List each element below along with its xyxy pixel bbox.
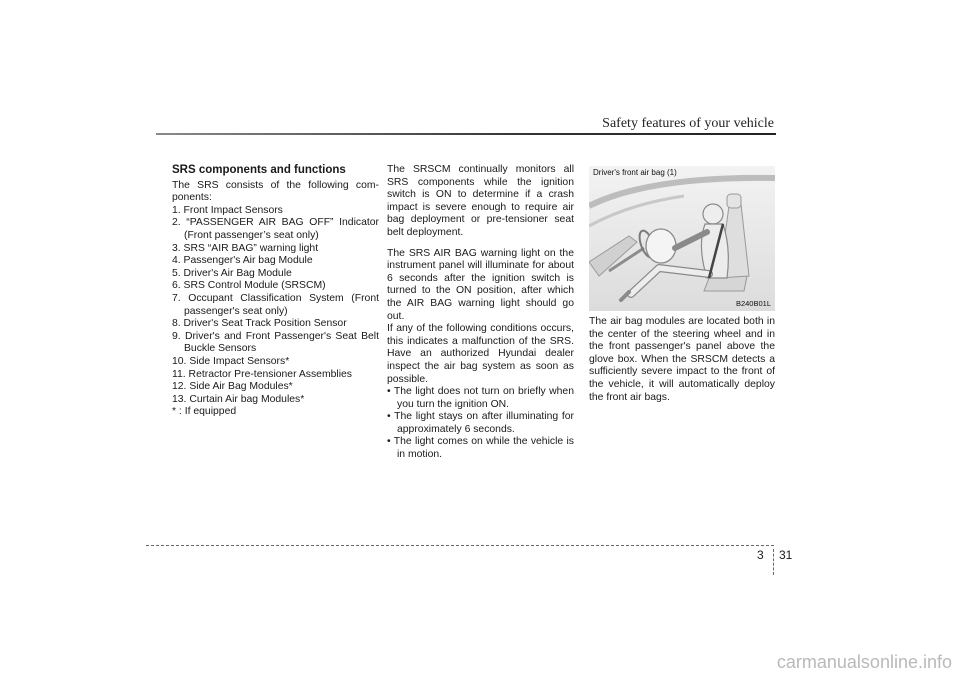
page-header-title: Safety features of your vehicle bbox=[602, 116, 774, 131]
list-item: 13. Curtain Air bag Modules* bbox=[172, 393, 305, 405]
chapter-number: 3 bbox=[757, 548, 764, 562]
footer-separator bbox=[773, 549, 774, 575]
intro-text: The SRS consists of the following com-ponents: bbox=[172, 179, 379, 204]
list-item: 1. Front Impact Sensors bbox=[172, 204, 283, 216]
list-item: 9. Driver's and Front Passenger's Seat Belt Buckle Sensors bbox=[172, 330, 379, 355]
column-monitoring bbox=[387, 164, 574, 462]
condition-list bbox=[387, 386, 574, 462]
paragraph: The SRS AIR BAG warning light on the instrument panel will illuminate for about 6 seconds after the ignition switch is turned to the ON position, after which the AIR BAG warning light should go out. bbox=[387, 247, 574, 322]
airbag-figure-svg bbox=[589, 166, 775, 311]
bullet-item: • The light comes on while the vehicle is in motion. bbox=[387, 436, 574, 461]
figure-code: B240B01L bbox=[735, 299, 771, 308]
header-rule bbox=[156, 133, 776, 135]
page-number: 31 bbox=[779, 548, 793, 562]
list-item: 2. “PASSENGER AIR BAG OFF” Indicator (Front passenger’s seat only) bbox=[172, 217, 379, 241]
list-item: 6. SRS Control Module (SRSCM) bbox=[172, 280, 326, 292]
list-item: 8. Driver's Seat Track Position Sensor bbox=[172, 318, 347, 330]
component-list bbox=[172, 205, 379, 419]
list-item: 3. SRS “AIR BAG” warning light bbox=[172, 242, 319, 254]
list-item: 5. Driver's Air Bag Module bbox=[172, 267, 292, 279]
paragraph: If any of the following conditions occurs, this indicates a malfunction of the SRS. Have an authorized Hyundai dealer inspect the air bag system as soon as possible. bbox=[387, 323, 574, 385]
list-item: 11. Retractor Pre-tensioner Assemblies bbox=[172, 368, 352, 380]
column-airbag-location bbox=[589, 316, 775, 404]
column-components bbox=[172, 164, 379, 419]
paragraph: The SRSCM continually monitors all SRS components while the ignition switch is ON to determine if a crash impact is severe enough to require air bag deployment or pre-tensioner seat belt deployment. bbox=[387, 164, 574, 238]
bullet-item: • The light does not turn on briefly when you turn the ignition ON. bbox=[387, 386, 574, 410]
list-item: 12. Side Air Bag Modules* bbox=[172, 381, 293, 393]
list-item: 10. Side Impact Sensors* bbox=[172, 355, 290, 367]
figure-caption: Driver's front air bag (1) bbox=[593, 168, 677, 177]
bullet-item: • The light stays on after illuminating for approximately 6 seconds. bbox=[387, 411, 574, 435]
paragraph: The air bag modules are located both in the center of the steering wheel and in the front passenger's panel above the glove box. When the SRSCM detects a sufficiently severe impact to the front of the vehicle, it will automatically deploy the front air bags. bbox=[589, 316, 775, 403]
list-item: 4. Passenger's Air bag Module bbox=[172, 255, 313, 267]
driver-airbag-illustration bbox=[589, 166, 775, 311]
list-item: 7. Occupant Classification System (Front passenger's seat only) bbox=[172, 292, 379, 317]
watermark: carmanualsonline.info bbox=[776, 652, 952, 672]
footer-rule bbox=[146, 545, 774, 546]
footnote: * : If equipped bbox=[172, 406, 237, 418]
section-heading: SRS components and functions bbox=[172, 164, 346, 176]
